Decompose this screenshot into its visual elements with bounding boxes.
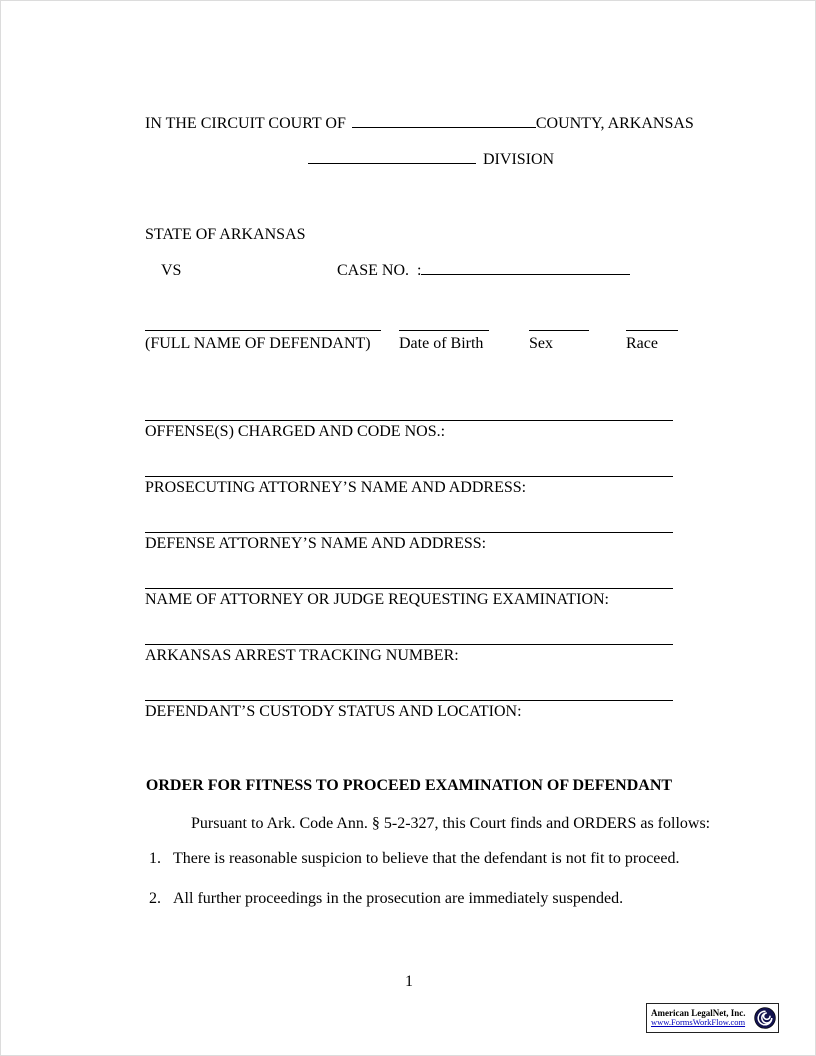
field-section-offenses — [145, 407, 673, 441]
defense-attorney-label: DEFENSE ATTORNEY’S NAME AND ADDRESS: — [145, 535, 487, 552]
vs-label: VS — [161, 262, 182, 279]
date-of-birth-label: Date of Birth — [399, 335, 484, 352]
field-section-prosecuting-attorney — [145, 463, 673, 497]
requesting-examiner-label: NAME OF ATTORNEY OR JUDGE REQUESTING EXAMINATION: — [145, 591, 609, 608]
field-section-defense-attorney — [145, 519, 673, 553]
county-name-blank — [352, 115, 536, 128]
case-no-line — [337, 262, 630, 280]
branding-text-block — [651, 1008, 754, 1028]
court-header-line — [145, 115, 694, 133]
race-label: Race — [626, 335, 658, 352]
defendant-name-label: (FULL NAME OF DEFENDANT) — [145, 335, 371, 352]
american-legalnet-badge — [646, 1003, 779, 1033]
custody-status-label: DEFENDANT’S CUSTODY STATUS AND LOCATION: — [145, 703, 522, 720]
offenses-label: OFFENSE(S) CHARGED AND CODE NOS.: — [145, 423, 446, 440]
order-intro: Pursuant to Ark. Code Ann. § 5-2-327, this Court finds and ORDERS as follows: — [191, 815, 711, 832]
field-section-arrest-tracking-number — [145, 631, 673, 665]
branding-link[interactable]: www.FormsWorkFlow.com — [651, 1017, 746, 1028]
order-title: ORDER FOR FITNESS TO PROCEED EXAMINATION OF DEFENDANT — [145, 777, 673, 794]
field-section-requesting-examiner — [145, 575, 673, 609]
sex-label: Sex — [529, 335, 553, 352]
field-section-custody-status — [145, 687, 673, 721]
race-blank — [626, 317, 678, 331]
requesting-examiner-blank — [145, 575, 673, 589]
swirl-logo-icon — [754, 1007, 776, 1029]
division-line — [308, 151, 554, 169]
order-item-1-text: There is reasonable suspicion to believe that the defendant is not fit to proceed. — [173, 850, 680, 867]
order-item-2 — [149, 890, 623, 908]
arrest-tracking-number-blank — [145, 631, 673, 645]
order-item-1-number: 1. — [149, 850, 161, 867]
case-no-blank — [421, 262, 630, 275]
date-of-birth-blank — [399, 317, 489, 331]
branding-company: American LegalNet, Inc. — [651, 1007, 746, 1018]
order-item-2-number: 2. — [149, 890, 161, 907]
division-name-blank — [308, 151, 476, 164]
prosecuting-attorney-blank — [145, 463, 673, 477]
order-item-1 — [149, 850, 680, 868]
division-label: DIVISION — [483, 151, 555, 168]
offenses-blank — [145, 407, 673, 421]
page-number: 1 — [405, 973, 413, 990]
defendant-name-blank — [145, 317, 381, 331]
order-item-2-text: All further proceedings in the prosecution are immediately suspended. — [173, 890, 624, 907]
arrest-tracking-number-label: ARKANSAS ARREST TRACKING NUMBER: — [145, 647, 459, 664]
case-no-label: CASE NO. : — [337, 262, 422, 279]
custody-status-blank — [145, 687, 673, 701]
court-header-prefix: IN THE CIRCUIT COURT OF — [145, 115, 346, 132]
court-header-suffix: COUNTY, ARKANSAS — [535, 115, 694, 132]
sex-blank — [529, 317, 589, 331]
state-of-arkansas-label: STATE OF ARKANSAS — [145, 226, 306, 243]
defense-attorney-blank — [145, 519, 673, 533]
prosecuting-attorney-label: PROSECUTING ATTORNEY’S NAME AND ADDRESS: — [145, 479, 527, 496]
